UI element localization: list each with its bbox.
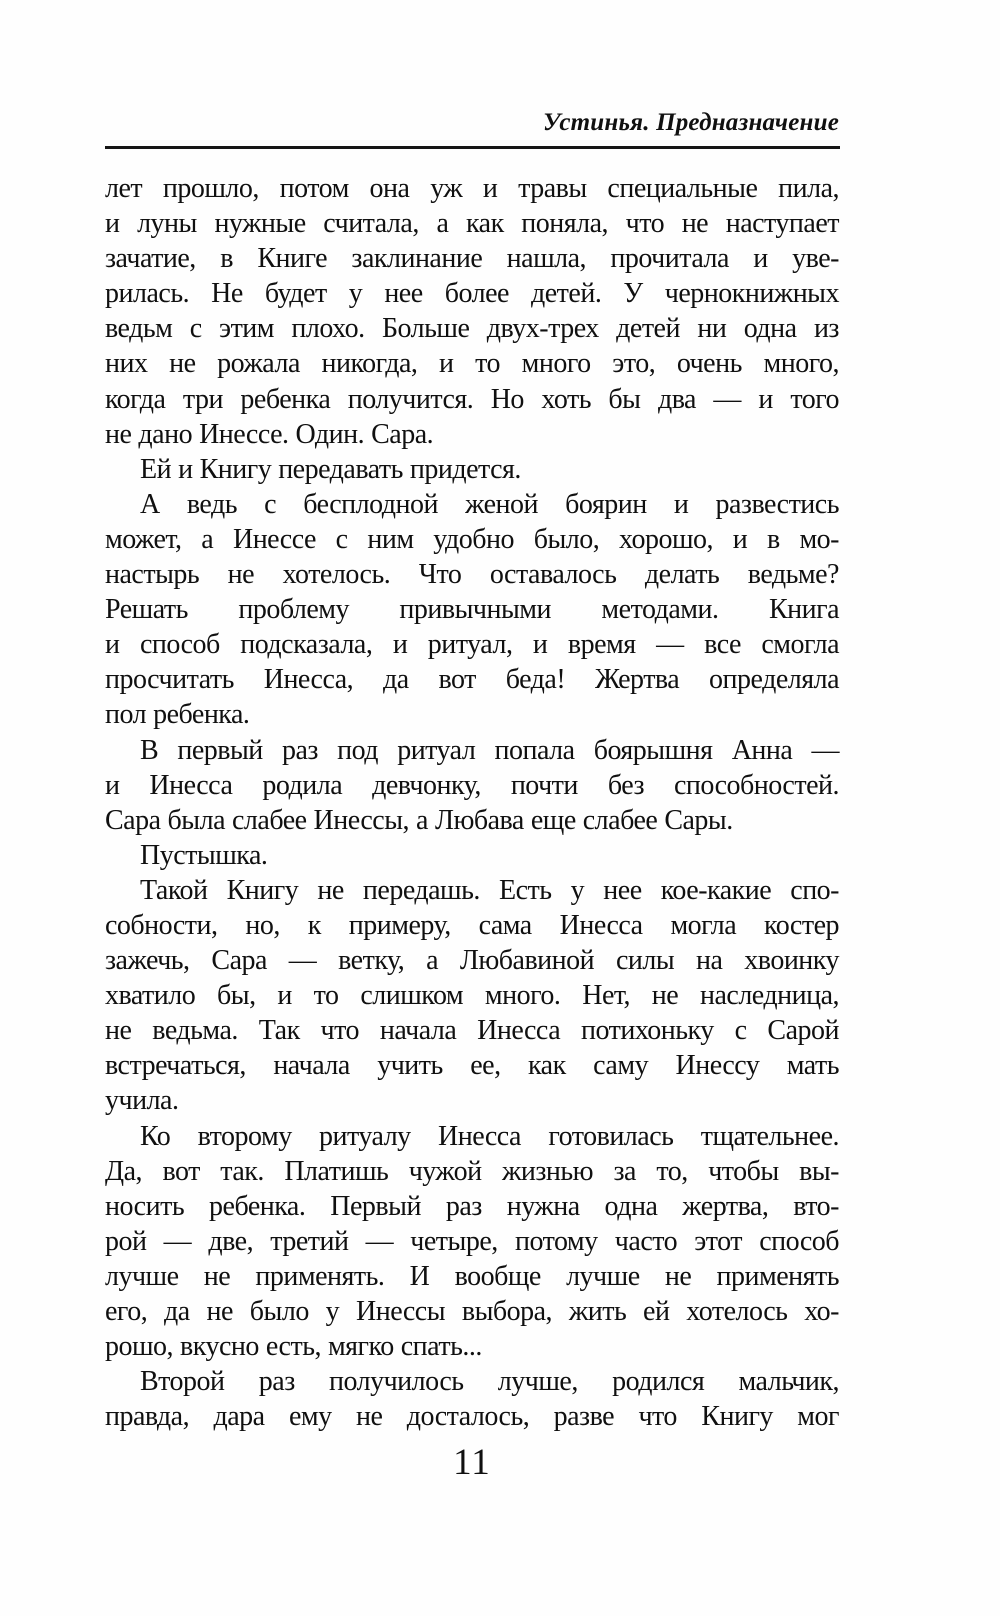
paragraph [105,1364,839,1434]
text-line: и луны нужные считала, а как поняла, что не наступает [105,208,839,240]
text-line: В первый раз под ритуал попала боярышня Анна — [140,734,839,766]
text-line: просчитать Инесса, да вот беда! Жертва определяла [105,664,839,696]
text-line: Да, вот так. Платишь чужой жизнью за то, чтобы вы- [105,1155,839,1187]
text-line: рилась. Не будет у нее более детей. У чернокнижных [105,278,839,310]
text-line: и Инесса родила девчонку, почти без способностей. [105,769,839,801]
text-line: не дано Инессе. Один. Сара. [105,418,434,450]
text-line: Пустышка. [140,839,268,871]
running-head: Устинья. Предназначение [542,109,839,136]
paragraph [105,838,839,873]
header-rule [105,146,840,149]
text-line: Решать проблему привычными методами. Книга [105,594,839,626]
text-line: Сара была слабее Инессы, а Любава еще слабее Сары. [105,804,733,836]
paragraph [105,452,839,487]
text-line: учила. [105,1085,179,1117]
text-line: Такой Книгу не передашь. Есть у нее кое-какие спо- [140,874,839,906]
text-line: зажечь, Сара — ветку, а Любавиной силы на хвоинку [105,945,839,977]
text-line: зачатие, в Книге заклинание нашла, прочитала и уве- [105,243,839,275]
paragraph [105,733,839,838]
text-line: А ведь с бесплодной женой боярин и развестись [140,488,839,520]
text-line: лет прошло, потом она уж и травы специальные пила, [105,173,839,204]
paragraph [105,487,839,733]
text-line: встречаться, начала учить ее, как саму Инессу мать [105,1050,839,1082]
text-line: не ведьма. Так что начала Инесса потихоньку с Сарой [105,1015,839,1047]
text-line: Ей и Книгу передавать придется. [140,453,521,485]
paragraph [105,873,839,1119]
text-line: его, да не было у Инессы выбора, жить ей хотелось хо- [105,1296,839,1327]
text-line: пол ребенка. [105,699,250,731]
text-line: когда три ребенка получится. Но хоть бы два — и того [105,383,839,415]
body-text [105,171,839,1434]
text-line: и способ подсказала, и ритуал, и время — все смогла [105,629,839,661]
text-line: рой — две, третий — четыре, потому часто этот способ [105,1225,839,1257]
text-line: Ко второму ритуалу Инесса готовилась тщательнее. [140,1120,839,1152]
text-line: может, а Инессе с ним удобно было, хорошо, и в мо- [105,523,839,555]
text-line: хватило бы, и то слишком много. Нет, не наследница, [105,980,839,1012]
text-line: настырь не хотелось. Что оставалось делать ведьме? [105,559,839,591]
text-line: них не рожала никогда, и то много это, очень много, [105,348,839,380]
text-line: носить ребенка. Первый раз нужна одна жертва, вто- [105,1190,839,1222]
text-line: лучше не применять. И вообще лучше не применять [105,1260,839,1292]
paragraph [105,171,839,452]
text-line: рошо, вкусно есть, мягко спать... [105,1331,482,1363]
text-line: собности, но, к примеру, сама Инесса могла костер [105,909,839,941]
text-line: ведьм с этим плохо. Больше двух-трех детей ни одна из [105,313,839,345]
text-line: Второй раз получилось лучше, родился мальчик, [140,1366,839,1398]
page-number: 11 [453,1442,491,1483]
paragraph [105,1119,839,1365]
text-line: правда, дара ему не досталось, разве что Книгу мог [105,1401,839,1433]
